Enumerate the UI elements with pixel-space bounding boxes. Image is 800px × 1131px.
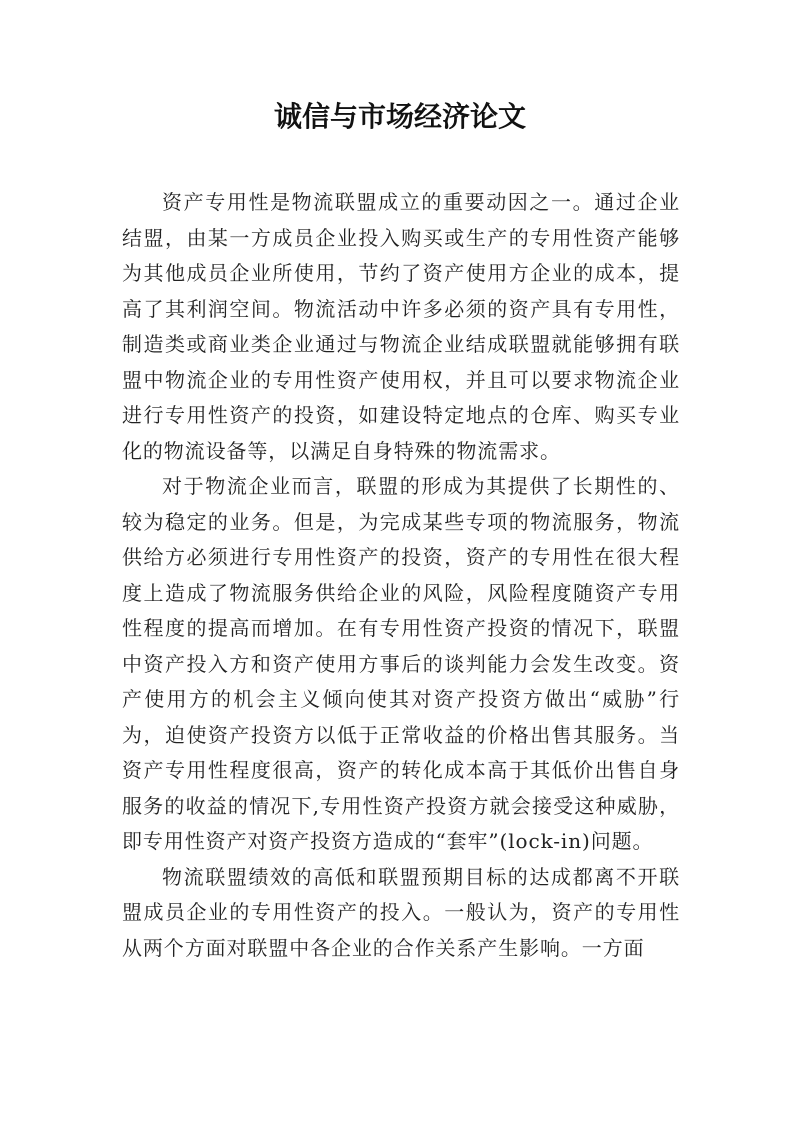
paragraph: 资产专用性是物流联盟成立的重要动因之一。通过企业结盟，由某一方成员企业投入购买或生产的专用性资产能够为其他成员企业所使用，节约了资产使用方企业的成本，提高了其利润空间。物流活动中许多必须的资产具有专用性，制造类或商业类企业通过与物流企业结成联盟就能够拥有联盟中物流企业的专用性资产使用权，并且可以要求物流企业进行专用性资产的投资，如建设特定地点的仓库、购买专业化的物流设备等，以满足自身特殊的物流需求。	[122, 190, 680, 463]
paragraph: 物流联盟绩效的高低和联盟预期目标的达成都离不开联盟成员企业的专用性资产的投入。一般认为，资产的专用性从两个方面对联盟中各企业的合作关系产生影响。一方面	[122, 864, 680, 960]
document-body	[122, 185, 680, 966]
document-title: 诚信与市场经济论文	[273, 100, 526, 133]
paragraph: 对于物流企业而言，联盟的形成为其提供了长期性的、较为稳定的业务。但是，为完成某些专项的物流服务，物流供给方必须进行专用性资产的投资，资产的专用性在很大程度上造成了物流服务供给企业的风险，风险程度随资产专用性程度的提高而增加。在有专用性资产投资的情况下，联盟中资产投入方和资产使用方事后的谈判能力会发生改变。资产使用方的机会主义倾向使其对资产投资方做出“威胁”行为，迫使资产投资方以低于正常收益的价格出售其服务。当资产专用性程度很高，资产的转化成本高于其低价出售自身服务的收益的情况下,专用性资产投资方就会接受这种威胁，即专用性资产对资产投资方造成的“套牢”(lock-in)问题。	[122, 474, 680, 853]
